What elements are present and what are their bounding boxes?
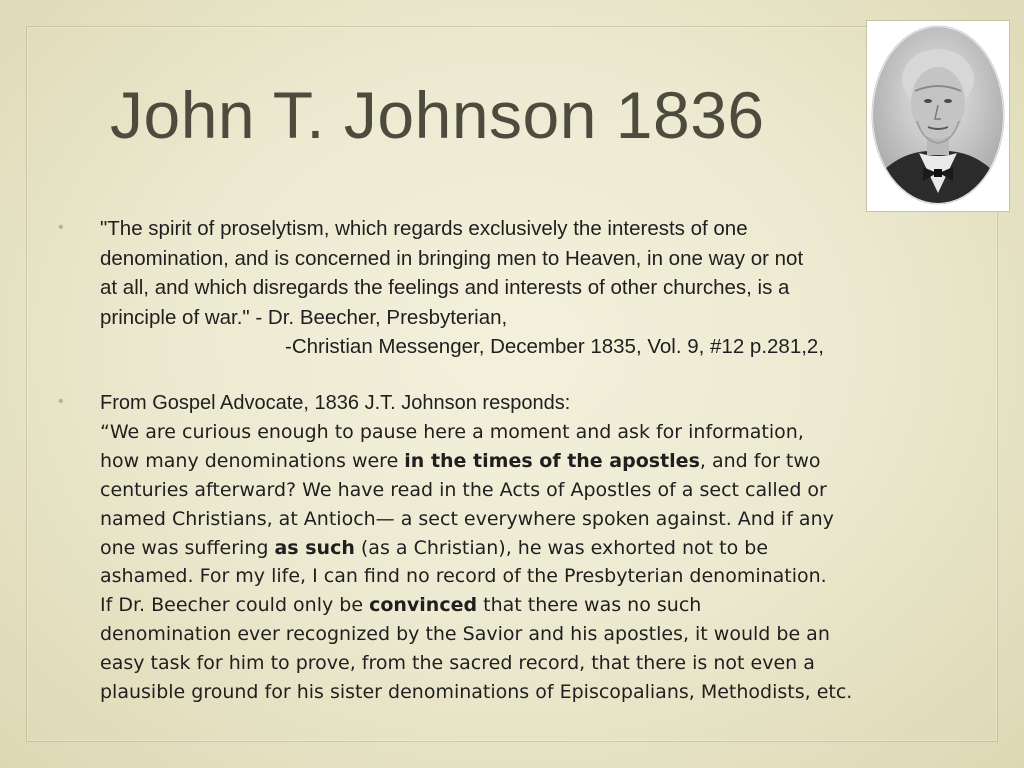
- quote-line: principle of war." - Dr. Beecher, Presbyterian,: [100, 305, 508, 329]
- bullet-marker: •: [58, 393, 64, 410]
- quote-citation: -Christian Messenger, December 1835, Vol. 9, #12 p.281,2,: [285, 335, 825, 358]
- response-text: how many denominations were: [100, 449, 405, 472]
- response-line: easy task for him to prove, from the sacred record, that there is not even a: [100, 652, 815, 675]
- response-text: that there was no such: [477, 594, 702, 617]
- response-intro: From Gospel Advocate, 1836 J.T. Johnson responds:: [100, 392, 571, 414]
- response-text: , and for two: [699, 449, 821, 472]
- quote-line: "The spirit of proselytism, which regards exclusively the interests of one: [100, 217, 748, 240]
- response-line: named Christians, at Antioch— a sect everywhere spoken against. And if any: [100, 507, 834, 530]
- response-line: plausible ground for his sister denominations of Episcopalians, Methodists, etc.: [100, 681, 853, 704]
- portrait-image: [867, 21, 1009, 211]
- bullet-marker: •: [58, 219, 64, 236]
- quote-line: at all, and which disregards the feelings and interests of other churches, is a: [100, 276, 790, 299]
- response-line: [100, 534, 980, 563]
- response-line: centuries afterward? We have read in the Acts of Apostles of a sect called or: [100, 478, 827, 501]
- emphasis-text: convinced: [369, 594, 478, 617]
- response-line: [100, 591, 980, 620]
- slide-title: John T. Johnson 1836: [110, 78, 765, 152]
- johnson-response: [100, 389, 980, 707]
- emphasis-text: in the times of the apostles: [404, 449, 700, 472]
- response-line: ashamed. For my life, I can find no record of the Presbyterian denomination.: [100, 565, 827, 588]
- quote-line: denomination, and is concerned in bringing men to Heaven, in one way or not: [100, 246, 804, 270]
- emphasis-text: as such: [274, 536, 355, 559]
- response-text: (as a Christian), he was exhorted not to be: [354, 536, 769, 559]
- response-text: If Dr. Beecher could only be: [100, 594, 370, 617]
- response-line: [100, 447, 980, 476]
- beecher-quote: [100, 214, 940, 362]
- response-line: denomination ever recognized by the Savior and his apostles, it would be an: [100, 623, 830, 646]
- portrait-photo: [866, 20, 1010, 212]
- response-text: one was suffering: [100, 536, 275, 559]
- response-line: “We are curious enough to pause here a moment and ask for information,: [100, 420, 804, 443]
